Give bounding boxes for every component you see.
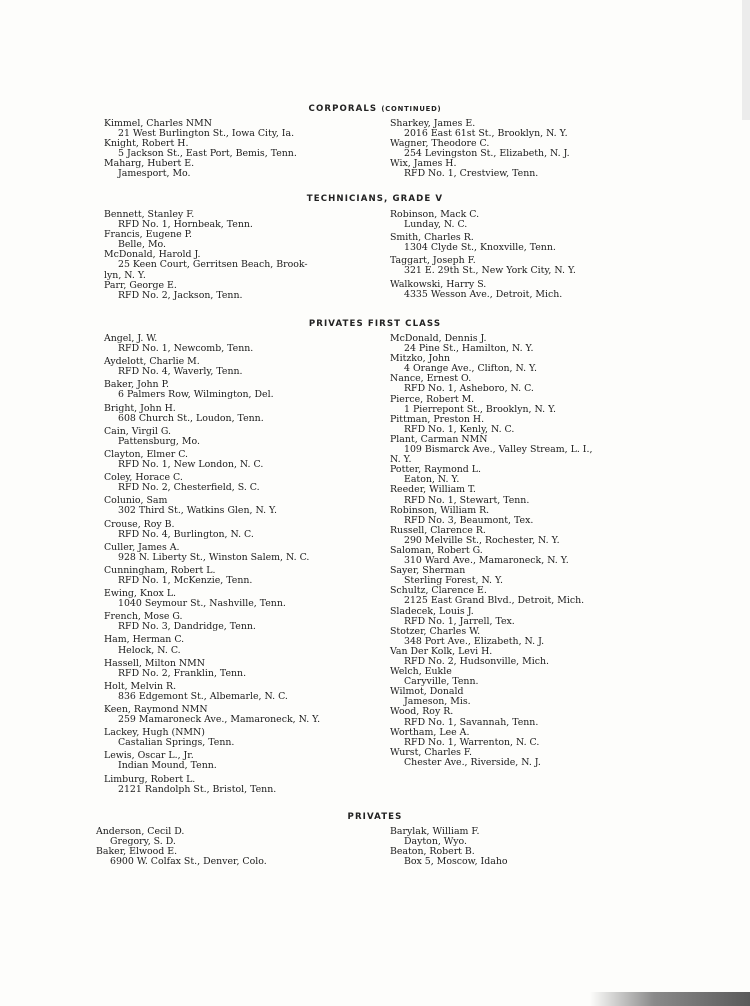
member-address: RFD No. 2, Franklin, Tenn. <box>118 667 247 679</box>
member-name: Wurst, Charles F. <box>390 746 472 758</box>
member-name: Bright, John H. <box>104 402 176 414</box>
member-address: RFD No. 4, Waverly, Tenn. <box>118 366 243 378</box>
member-address: lyn, N. Y. <box>104 269 146 281</box>
member-address: 1304 Clyde St., Knoxville, Tenn. <box>404 242 556 254</box>
member-address: RFD No. 1, Crestview, Tenn. <box>404 168 539 180</box>
member-address: Helock, N. C. <box>118 644 181 656</box>
roster-entry <box>104 589 394 609</box>
roster-entry <box>390 159 680 179</box>
member-address: RFD No. 1, Kenly, N. C. <box>404 423 515 435</box>
roster-entry <box>96 827 386 847</box>
member-address: Jameson, Mis. <box>404 696 471 708</box>
member-address: RFD No. 1, Warrenton, N. C. <box>404 736 540 748</box>
roster-entry <box>390 233 680 253</box>
section-title: CORPORALS <box>308 104 378 114</box>
member-name: Clayton, Elmer C. <box>104 448 189 460</box>
member-address: 24 Pine St., Hamilton, N. Y. <box>404 343 534 355</box>
roster-entry <box>390 827 680 847</box>
member-address: 5 Jackson St., East Port, Bemis, Tenn. <box>118 148 297 160</box>
roster-entry <box>104 250 394 280</box>
roster-entry <box>104 230 394 250</box>
member-name: Pierce, Robert M. <box>390 393 475 405</box>
section-technicians-left-column <box>104 210 394 301</box>
member-name: Aydelott, Charlie M. <box>104 356 200 368</box>
section-heading-privates-first-class <box>0 318 750 330</box>
member-name: Wilmot, Donald <box>390 686 464 698</box>
roster-entry <box>104 705 394 725</box>
section-title: PRIVATES FIRST CLASS <box>308 319 442 329</box>
member-name: Smith, Charles R. <box>390 232 474 244</box>
section-heading-privates <box>0 811 750 823</box>
member-name: Potter, Raymond L. <box>390 464 481 476</box>
member-name: Baker, John P. <box>104 379 169 391</box>
roster-entry <box>104 357 394 377</box>
roster-entry <box>104 119 394 139</box>
roster-entry <box>104 751 394 771</box>
member-name: Lewis, Oscar L., Jr. <box>104 750 194 762</box>
roster-entry <box>104 210 394 230</box>
member-name: Ham, Herman C. <box>104 634 185 646</box>
section-subtitle: (CONTINUED) <box>381 105 442 113</box>
member-name: Maharg, Hubert E. <box>104 158 195 170</box>
roster-entry <box>390 280 680 300</box>
member-name: McDonald, Dennis J. <box>390 333 487 344</box>
roster-entry <box>390 667 680 687</box>
member-name: Cain, Virgil G. <box>104 425 171 437</box>
member-address: RFD No. 1, McKenzie, Tenn. <box>118 574 253 586</box>
member-address: RFD No. 2, Jackson, Tenn. <box>118 289 243 301</box>
section-title: PRIVATES <box>347 812 403 822</box>
member-name: Kimmel, Charles NMN <box>104 118 212 129</box>
member-address: 608 Church St., Loudon, Tenn. <box>118 412 264 424</box>
section-heading-corporals <box>0 103 750 115</box>
member-address: 2016 East 61st St., Brooklyn, N. Y. <box>404 128 568 140</box>
member-name: Sayer, Sherman <box>390 565 466 577</box>
roster-entry <box>390 465 680 485</box>
member-address: Chester Ave., Riverside, N. J. <box>404 756 541 768</box>
roster-entry <box>390 748 680 768</box>
member-name: Beaton, Robert B. <box>390 846 475 858</box>
member-name: Colunio, Sam <box>104 495 168 507</box>
member-address: Belle, Mo. <box>118 239 167 251</box>
member-name: Stotzer, Charles W. <box>390 625 481 637</box>
roster-entry <box>104 612 394 632</box>
section-corporals-left-column <box>104 119 394 180</box>
roster-entry <box>104 728 394 748</box>
member-address: 302 Third St., Watkins Glen, N. Y. <box>118 505 277 517</box>
member-name: Bennett, Stanley F. <box>104 209 195 220</box>
member-address: N. Y. <box>390 454 412 466</box>
member-address: RFD No. 1, Savannah, Tenn. <box>404 716 539 728</box>
roster-entry <box>390 687 680 707</box>
roster-entry <box>390 627 680 647</box>
roster-entry <box>104 520 394 540</box>
member-name: Knight, Robert H. <box>104 138 189 150</box>
section-technicians-right-column <box>390 210 680 303</box>
member-address: Jamesport, Mo. <box>118 168 191 180</box>
member-name: Schultz, Clarence E. <box>390 585 487 597</box>
member-name: Keen, Raymond NMN <box>104 704 208 715</box>
member-address: RFD No. 3, Dandridge, Tenn. <box>118 621 256 633</box>
roster-entry <box>104 404 394 424</box>
member-address: 321 E. 29th St., New York City, N. Y. <box>404 265 576 277</box>
member-address: 1040 Seymour St., Nashville, Tenn. <box>118 598 286 610</box>
member-address: RFD No. 1, New London, N. C. <box>118 459 264 471</box>
roster-entry <box>104 450 394 470</box>
roster-entry <box>390 728 680 748</box>
member-name: Nance, Ernest O. <box>390 373 472 385</box>
roster-entry <box>390 506 680 526</box>
member-name: Cunningham, Robert L. <box>104 564 216 576</box>
roster-entry <box>390 526 680 546</box>
member-name: Russell, Clarence R. <box>390 524 486 536</box>
roster-entry <box>390 354 680 374</box>
member-address: Gregory, S. D. <box>110 836 176 848</box>
member-name: Plant, Carman NMN <box>390 433 488 445</box>
roster-entry <box>390 374 680 394</box>
member-name: Pittman, Preston H. <box>390 413 485 425</box>
member-address: Dayton, Wyo. <box>404 836 467 848</box>
member-name: Baker, Elwood E. <box>96 846 178 858</box>
roster-entry <box>390 256 680 276</box>
roster-entry <box>104 473 394 493</box>
member-name: Anderson, Cecil D. <box>96 826 185 837</box>
member-name: Saloman, Robert G. <box>390 544 483 556</box>
section-corporals-right-column <box>390 119 680 180</box>
member-name: Welch, Eukle <box>390 666 452 678</box>
roster-entry <box>390 566 680 586</box>
member-address: 25 Keen Court, Gerritsen Beach, Brook- <box>118 259 308 271</box>
member-name: Hassell, Milton NMN <box>104 657 205 669</box>
member-address: Lunday, N. C. <box>404 219 468 231</box>
member-name: Reeder, William T. <box>390 484 476 496</box>
member-name: Van Der Kolk, Levi H. <box>390 645 493 657</box>
member-name: Wagner, Theodore C. <box>390 138 490 150</box>
roster-entry <box>104 334 394 354</box>
member-name: Crouse, Roy B. <box>104 518 175 530</box>
member-address: Caryville, Tenn. <box>404 676 479 688</box>
member-address: 109 Bismarck Ave., Valley Stream, L. I., <box>404 444 593 456</box>
roster-entry <box>390 395 680 415</box>
member-address: 1 Pierrepont St., Brooklyn, N. Y. <box>404 403 557 415</box>
roster-entry <box>104 496 394 516</box>
member-address: 6 Palmers Row, Wilmington, Del. <box>118 389 274 401</box>
roster-entry <box>390 546 680 566</box>
member-address: RFD No. 3, Beaumont, Tex. <box>404 514 534 526</box>
member-address: 254 Levingston St., Elizabeth, N. J. <box>404 148 570 160</box>
roster-entry <box>104 543 394 563</box>
section-heading-technicians <box>0 193 750 205</box>
member-address: RFD No. 2, Chesterfield, S. C. <box>118 482 260 494</box>
member-address: 4 Orange Ave., Clifton, N. Y. <box>404 363 538 375</box>
member-address: RFD No. 2, Hudsonville, Mich. <box>404 656 550 667</box>
roster-entry <box>104 682 394 702</box>
member-address: RFD No. 1, Jarrell, Tex. <box>404 615 515 627</box>
member-name: Francis, Eugene P. <box>104 229 193 241</box>
member-name: Wood, Roy R. <box>390 706 454 718</box>
section-pfc-right-column <box>390 334 680 768</box>
member-address: RFD No. 1, Newcomb, Tenn. <box>118 343 254 355</box>
member-address: RFD No. 1, Stewart, Tenn. <box>404 494 530 506</box>
roster-entry <box>104 281 394 301</box>
member-address: 2125 East Grand Blvd., Detroit, Mich. <box>404 595 585 607</box>
member-address: Indian Mound, Tenn. <box>118 760 217 772</box>
roster-entry <box>390 139 680 159</box>
member-address: RFD No. 1, Hornbeak, Tenn. <box>118 219 253 231</box>
member-address: Castalian Springs, Tenn. <box>118 737 235 749</box>
section-privates-right-column <box>390 827 680 867</box>
roster-entry <box>390 210 680 230</box>
roster-entry <box>390 485 680 505</box>
member-name: Holt, Melvin R. <box>104 680 177 692</box>
member-address: 836 Edgemont St., Albemarle, N. C. <box>118 690 288 702</box>
member-address: RFD No. 4, Burlington, N. C. <box>118 528 254 540</box>
member-address: 4335 Wesson Ave., Detroit, Mich. <box>404 288 563 300</box>
member-address: Sterling Forest, N. Y. <box>404 575 503 587</box>
member-address: 6900 W. Colfax St., Denver, Colo. <box>110 856 267 868</box>
member-name: Robinson, William R. <box>390 504 490 516</box>
roster-entry <box>104 159 394 179</box>
section-privates-left-column <box>96 827 386 867</box>
roster-entry <box>104 659 394 679</box>
member-address: 290 Melville St., Rochester, N. Y. <box>404 534 560 546</box>
roster-entry <box>96 847 386 867</box>
roster-entry <box>104 139 394 159</box>
member-name: Robinson, Mack C. <box>390 209 480 220</box>
member-name: Limburg, Robert L. <box>104 773 196 785</box>
roster-entry <box>390 435 680 465</box>
member-name: Wix, James H. <box>390 158 457 170</box>
page-edge-shadow <box>742 0 750 120</box>
roster-entry <box>390 586 680 606</box>
roster-entry <box>104 775 394 795</box>
member-address: 310 Ward Ave., Mamaroneck, N. Y. <box>404 555 569 567</box>
roster-entry <box>390 607 680 627</box>
page-edge-shadow-bottom <box>590 992 750 1006</box>
member-name: Coley, Horace C. <box>104 472 183 484</box>
member-name: Lackey, Hugh (NMN) <box>104 727 205 739</box>
member-name: Walkowski, Harry S. <box>390 278 487 290</box>
member-name: Wortham, Lee A. <box>390 726 470 738</box>
member-address: 259 Mamaroneck Ave., Mamaroneck, N. Y. <box>118 714 321 726</box>
roster-entry <box>390 847 680 867</box>
member-address: 348 Port Ave., Elizabeth, N. J. <box>404 635 545 647</box>
member-name: Barylak, William F. <box>390 826 480 837</box>
member-address: Box 5, Moscow, Idaho <box>404 856 508 868</box>
roster-entry <box>104 380 394 400</box>
roster-entry <box>390 334 680 354</box>
member-address: Pattensburg, Mo. <box>118 435 200 447</box>
member-address: 21 West Burlington St., Iowa City, Ia. <box>118 128 295 140</box>
member-name: Ewing, Knox L. <box>104 588 177 600</box>
member-address: Eaton, N. Y. <box>404 474 460 486</box>
member-name: Mitzko, John <box>390 353 451 365</box>
member-name: Angel, J. W. <box>104 333 158 344</box>
member-name: Culler, James A. <box>104 541 180 553</box>
section-pfc-left-column <box>104 334 394 798</box>
roster-entry <box>390 647 680 667</box>
member-address: 2121 Randolph St., Bristol, Tenn. <box>118 783 277 795</box>
member-name: French, Mose G. <box>104 611 183 623</box>
member-name: Sharkey, James E. <box>390 118 476 129</box>
roster-entry <box>390 415 680 435</box>
roster-entry <box>104 566 394 586</box>
member-name: Taggart, Joseph F. <box>390 255 476 267</box>
member-name: McDonald, Harold J. <box>104 249 201 261</box>
section-title: TECHNICIANS, GRADE V <box>306 194 444 204</box>
roster-entry <box>390 119 680 139</box>
member-name: Sladecek, Louis J. <box>390 605 474 617</box>
member-address: RFD No. 1, Asheboro, N. C. <box>404 383 534 395</box>
roster-entry <box>390 707 680 727</box>
roster-entry <box>104 427 394 447</box>
member-name: Parr, George E. <box>104 279 177 291</box>
roster-entry <box>104 635 394 655</box>
member-address: 928 N. Liberty St., Winston Salem, N. C. <box>118 551 310 563</box>
